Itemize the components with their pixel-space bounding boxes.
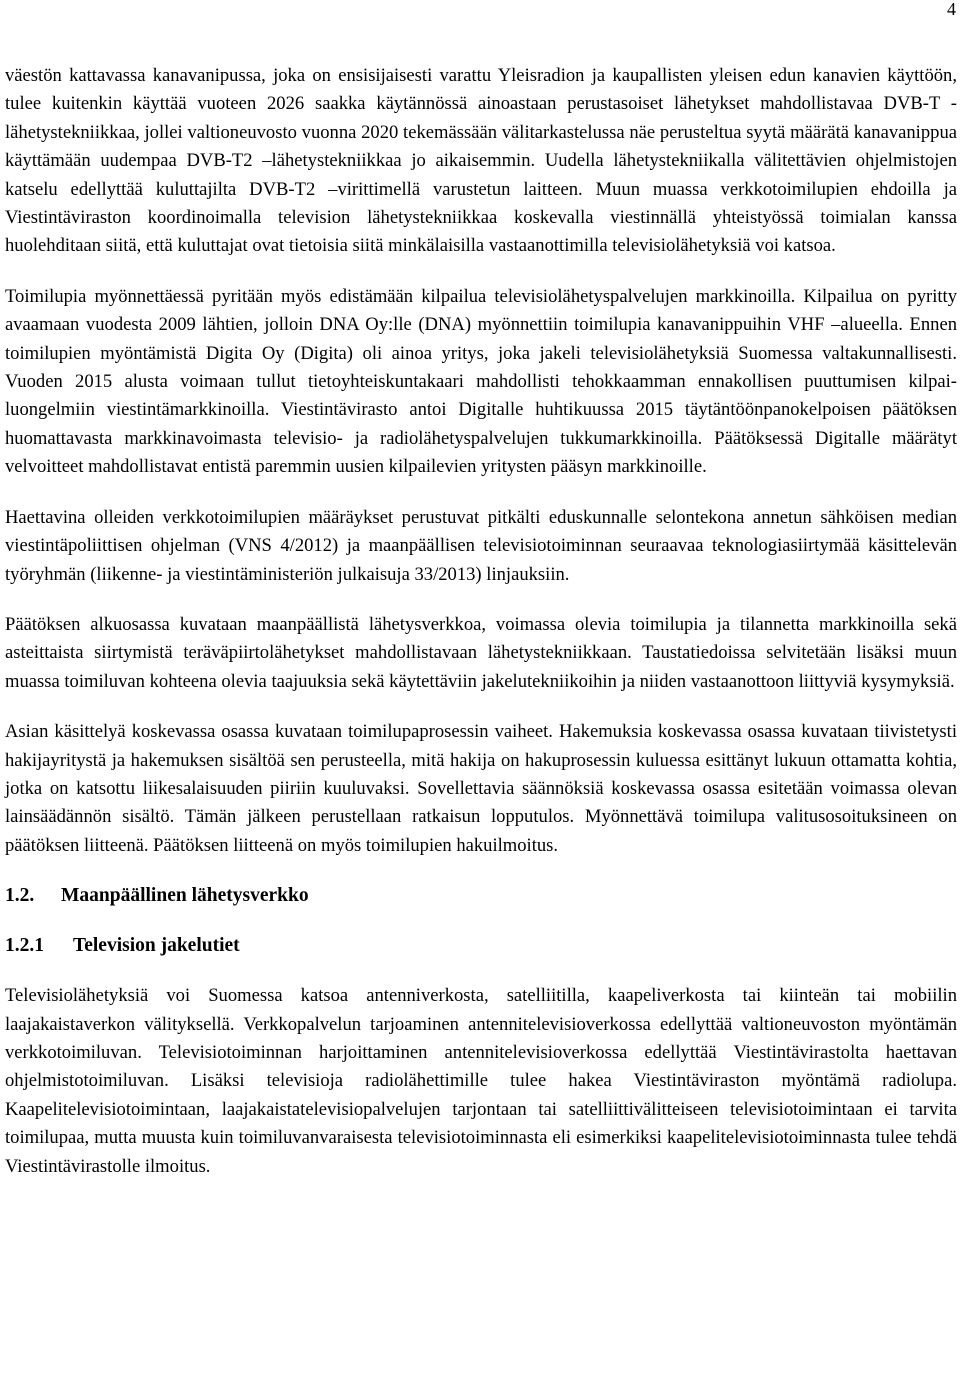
paragraph-6: Televisiolähetyksiä voi Suomessa katsoa antenniverkosta, satelliitilla, kaapeliverkosta tai kiinteän tai mobiilin laajakaistaverkon välityksellä. Verkkopalvelun tarjoaminen antennitelevisioverkossa edellyttää valtioneuvoston myöntämän verkkotoimiluvan. Televisiotoiminnan harjoittaminen antennitelevisioverkossa edellyttää Viestintävirastolta haettavan ohjelmistotoimiluvan. Lisäksi televisioja radiolähettimille tulee hakea Viestintäviraston myöntämä radiolupa. Kaapelitelevisiotoimintaan, laajakaistatelevisiopalvelujen tarjontaan tai satelliittivälitteiseen televisiotoimintaan ei tarvita toimilupaa, mutta muusta kuin toimiluvanvaraisesta televisiotoiminnasta eli esimerkiksi kaapelitelevisiotoiminnasta tulee tehdä Viestintävirastolle ilmoitus. [5, 985, 957, 1177]
section-title: Maanpäällinen lähetysverkko [61, 885, 309, 907]
subsection-title: Television jakelutiet [73, 935, 240, 957]
paragraph-4: Päätöksen alkuosassa kuvataan maanpäällistä lähetysverkkoa, voimassa olevia toimilupia ja tilannetta markkinoilla sekä asteittaista siirtymistä teräväpiirtolähetykset mahdollistavaan lähetystekniikkaan. Taustatiedoissa selvitetään lisäksi muun muassa toimiluvan kohteena olevia taajuuksia sekä käytettäviin jakelutekniikoihin ja niiden vastaanottoon liittyviä kysymyksiä. [5, 613, 957, 692]
paragraph-1: väestön kattavassa kanavanipussa, joka on ensisijaisesti varattu Yleisradion ja kaupallisten yleisen edun kanavien käyttöön, tulee kuitenkin käyttää vuoteen 2026 saakka käytännössä ainoastaan perustasoiset lähetykset mahdollistavaa DVB-T -lähetystekniikkaa, jollei valtioneuvosto vuonna 2020 tekemässään välitarkastelussa näe perusteltua syytä määrätä kanavanippua käyttämään uudempaa DVB-T2 –lähetystekniikkaa jo aikaisemmin. Uudella lähetystekniikalla välitettävien ohjelmistojen katselu edellyttää kuluttajilta DVB-T2 –virittimellä varustetun laitteen. Muun muassa verkkotoimilupien ehdoilla ja Viestintäviraston koordinoimalla television lähetystekniikkaa koskevalla viestinnällä yhteistyössä toimialan kanssa huolehditaan siitä, että kuluttajat ovat tietoisia siitä minkälaisilla vastaanottimilla televisiolähetyksiä voi katsoa. [5, 65, 957, 257]
subsection-number: 1.2.1 [5, 935, 44, 957]
paragraph-5: Asian käsittelyä koskevassa osassa kuvataan toimilupaprosessin vaiheet. Hakemuksia koskevassa osassa kuvataan tiivistetysti hakijayritystä ja hakemuksen sisältöä sen perusteella, mitä hakija on hakuprosessin kuluessa esittänyt lukuun ottamatta kohtia, jotka on katsottu liikesalaisuuden piiriin kuuluvaksi. Sovellettavia säännöksiä koskevassa osassa esitetään voimassa olevan lainsäädännön sisältö. Tämän jälkeen perustellaan ratkaisun lopputulos. Myönnettävä toimilupa valitusosoituksineen on päätöksen liitteenä. Päätöksen liitteenä on myös toimilupien hakuilmoitus. [5, 721, 957, 856]
paragraph-2: Toimilupia myönnettäessä pyritään myös edistämään kilpailua televisiolähetyspalvelujen markkinoilla. Kilpailua on pyritty avaamaan vuodesta 2009 lähtien, jolloin DNA Oy:lle (DNA) myönnettiin toimilupia kanavanippuihin VHF –alueella. Ennen toimilupien myöntämistä Digita Oy (Digita) oli ainoa yritys, joka jakeli televisiolähetyksiä Suomessa valtakunnallisesti. Vuoden 2015 alusta voimaan tullut tietoyhteiskuntakaari mahdollisti tehokkaamman ennakollisen puuttumisen kilpailuongelmiin viestintämarkkinoilla. Viestintävirasto antoi Digitalle huhtikuussa 2015 täytäntöönpanokelpoisen päätöksen huomattavasta markkinavoimasta televisio- ja radiolähetyspalvelujen tukkumarkkinoilla. Päätöksessä Digitalle määrätyt velvoitteet mahdollistavat entistä paremmin uusien kilpailevien yritysten pääsyn markkinoille. [5, 285, 957, 478]
subsection-heading [5, 932, 957, 960]
paragraph-3: Haettavina olleiden verkkotoimilupien määräykset perustuvat pitkälti eduskunnalle selontekona annetun sähköisen median viestintäpoliittisen ohjelman (VNS 4/2012) ja maanpäällisen televisiotoiminnan seuraavaa teknologiasiirtymää käsittelevän työryhmän (liikenne- ja viestintäministeriön julkaisuja 33/2013) linjauksiin. [5, 506, 957, 585]
section-number: 1.2. [5, 885, 35, 907]
page-number: 4 [947, 0, 956, 19]
section-heading [5, 882, 957, 910]
document-body [5, 62, 957, 1203]
